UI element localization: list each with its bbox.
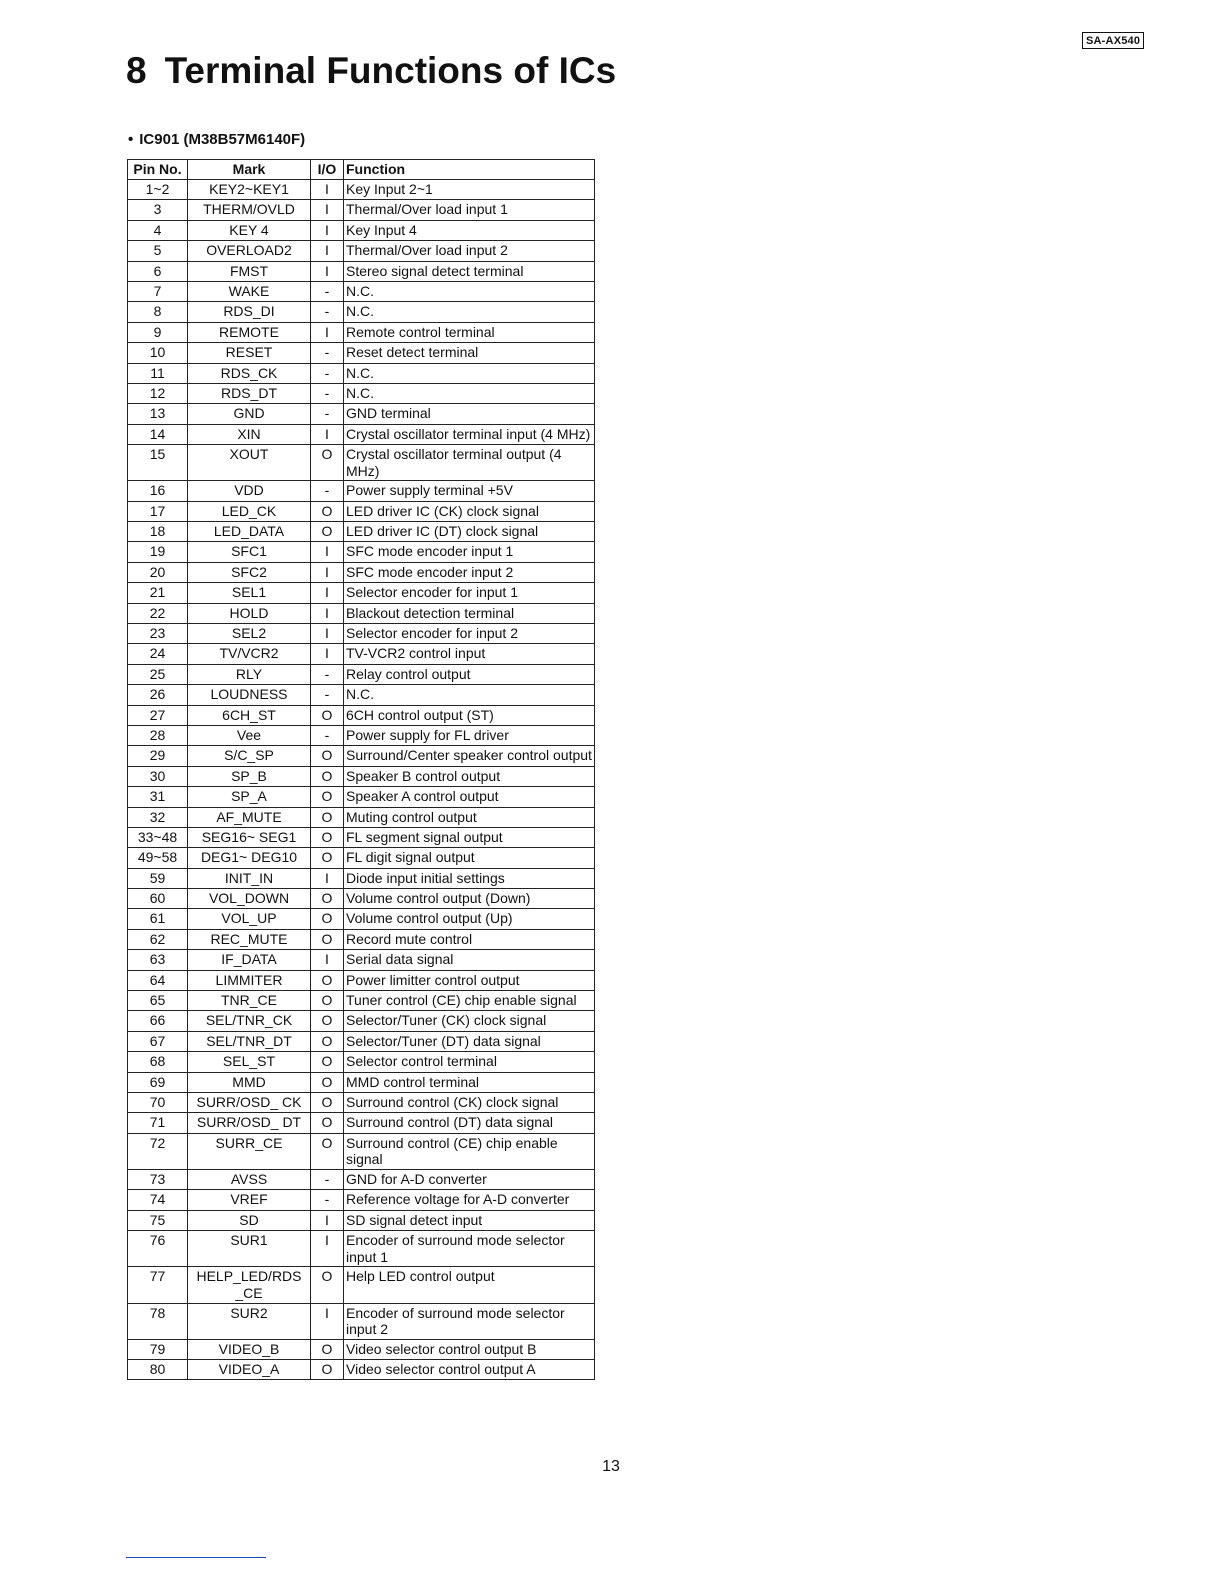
table-row — [128, 562, 595, 582]
mark-cell: SEL2 — [188, 624, 311, 644]
function-cell: Speaker A control output — [344, 787, 595, 807]
mark-cell: HOLD — [188, 603, 311, 623]
function-cell: Selector/Tuner (CK) clock signal — [344, 1011, 595, 1031]
io-cell: O — [311, 1267, 344, 1303]
io-cell: O — [311, 501, 344, 521]
pin-cell: 8 — [128, 302, 188, 322]
table-row — [128, 766, 595, 786]
io-cell: I — [311, 424, 344, 444]
io-cell: I — [311, 261, 344, 281]
function-cell: Selector encoder for input 2 — [344, 624, 595, 644]
pin-cell: 74 — [128, 1190, 188, 1210]
mark-cell: Vee — [188, 725, 311, 745]
function-cell: SFC mode encoder input 1 — [344, 542, 595, 562]
io-cell: I — [311, 1210, 344, 1230]
mark-cell: SP_A — [188, 787, 311, 807]
io-cell: - — [311, 1169, 344, 1189]
pin-cell: 21 — [128, 583, 188, 603]
io-cell: - — [311, 343, 344, 363]
function-cell: GND for A-D converter — [344, 1169, 595, 1189]
function-cell: Surround control (DT) data signal — [344, 1113, 595, 1133]
mark-cell: VOL_UP — [188, 909, 311, 929]
pin-cell: 69 — [128, 1072, 188, 1092]
mark-cell: SP_B — [188, 766, 311, 786]
pin-cell: 31 — [128, 787, 188, 807]
function-cell: N.C. — [344, 363, 595, 383]
io-cell: - — [311, 1190, 344, 1210]
table-row — [128, 1339, 595, 1359]
io-cell: O — [311, 746, 344, 766]
function-cell: 6CH control output (ST) — [344, 705, 595, 725]
function-cell: Thermal/Over load input 2 — [344, 241, 595, 261]
pin-cell: 27 — [128, 705, 188, 725]
mark-cell: HELP_LED/RDS _CE — [188, 1267, 311, 1303]
io-cell: O — [311, 445, 344, 481]
pin-cell: 66 — [128, 1011, 188, 1031]
io-cell: O — [311, 1011, 344, 1031]
pin-cell: 68 — [128, 1052, 188, 1072]
pin-cell: 16 — [128, 481, 188, 501]
pin-cell: 17 — [128, 501, 188, 521]
io-cell: I — [311, 322, 344, 342]
mark-cell: SURR/OSD_ DT — [188, 1113, 311, 1133]
function-cell: Power supply terminal +5V — [344, 481, 595, 501]
function-cell: Speaker B control output — [344, 766, 595, 786]
footer-divider — [126, 1557, 266, 1558]
table-row — [128, 1113, 595, 1133]
function-cell: Thermal/Over load input 1 — [344, 200, 595, 220]
io-cell: O — [311, 1072, 344, 1092]
section-number: 8 — [126, 50, 147, 91]
mark-cell: TNR_CE — [188, 991, 311, 1011]
table-row — [128, 302, 595, 322]
io-cell: O — [311, 1092, 344, 1112]
function-cell: Blackout detection terminal — [344, 603, 595, 623]
pin-cell: 32 — [128, 807, 188, 827]
table-row — [128, 424, 595, 444]
table-row — [128, 705, 595, 725]
function-cell: Surround control (CE) chip enable signal — [344, 1133, 595, 1169]
table-row — [128, 180, 595, 200]
function-cell: Video selector control output B — [344, 1339, 595, 1359]
mark-cell: KEY 4 — [188, 220, 311, 240]
io-cell: O — [311, 1113, 344, 1133]
mark-cell: SFC2 — [188, 562, 311, 582]
io-cell: O — [311, 1031, 344, 1051]
io-cell: I — [311, 220, 344, 240]
pin-cell: 59 — [128, 868, 188, 888]
mark-cell: XIN — [188, 424, 311, 444]
table-row — [128, 950, 595, 970]
table-row — [128, 725, 595, 745]
mark-cell: SUR1 — [188, 1231, 311, 1267]
pin-cell: 61 — [128, 909, 188, 929]
pin-cell: 1~2 — [128, 180, 188, 200]
table-row — [128, 970, 595, 990]
pin-cell: 78 — [128, 1303, 188, 1339]
mark-cell: SEL1 — [188, 583, 311, 603]
io-cell: - — [311, 302, 344, 322]
function-cell: Surround/Center speaker control output — [344, 746, 595, 766]
pin-cell: 3 — [128, 200, 188, 220]
table-row — [128, 1267, 595, 1303]
header-mark: Mark — [188, 160, 311, 180]
pin-cell: 24 — [128, 644, 188, 664]
mark-cell: REC_MUTE — [188, 929, 311, 949]
pin-cell: 22 — [128, 603, 188, 623]
mark-cell: SURR_CE — [188, 1133, 311, 1169]
table-row — [128, 787, 595, 807]
table-row — [128, 1210, 595, 1230]
table-row — [128, 481, 595, 501]
pin-cell: 19 — [128, 542, 188, 562]
function-cell: N.C. — [344, 281, 595, 301]
io-cell: O — [311, 991, 344, 1011]
io-cell: - — [311, 363, 344, 383]
io-cell: O — [311, 909, 344, 929]
mark-cell: GND — [188, 404, 311, 424]
pin-cell: 33~48 — [128, 827, 188, 847]
function-cell: FL segment signal output — [344, 827, 595, 847]
pin-cell: 12 — [128, 383, 188, 403]
io-cell: I — [311, 868, 344, 888]
pin-cell: 63 — [128, 950, 188, 970]
mark-cell: 6CH_ST — [188, 705, 311, 725]
pin-cell: 13 — [128, 404, 188, 424]
function-cell: Selector control terminal — [344, 1052, 595, 1072]
terminal-functions-table — [127, 159, 595, 1380]
table-row — [128, 1169, 595, 1189]
table-row — [128, 685, 595, 705]
io-cell: O — [311, 807, 344, 827]
mark-cell: SURR/OSD_ CK — [188, 1092, 311, 1112]
pin-cell: 23 — [128, 624, 188, 644]
mark-cell: AF_MUTE — [188, 807, 311, 827]
function-cell: Encoder of surround mode selector input 2 — [344, 1303, 595, 1339]
pin-cell: 65 — [128, 991, 188, 1011]
table-row — [128, 1231, 595, 1267]
pin-cell: 62 — [128, 929, 188, 949]
io-cell: I — [311, 644, 344, 664]
io-cell: O — [311, 1360, 344, 1380]
pin-cell: 4 — [128, 220, 188, 240]
table-row — [128, 624, 595, 644]
function-cell: Remote control terminal — [344, 322, 595, 342]
io-cell: - — [311, 685, 344, 705]
header-pin-no: Pin No. — [128, 160, 188, 180]
table-header-row — [128, 160, 595, 180]
function-cell: Selector encoder for input 1 — [344, 583, 595, 603]
table-row — [128, 909, 595, 929]
table-row — [128, 603, 595, 623]
function-cell: Video selector control output A — [344, 1360, 595, 1380]
pin-cell: 75 — [128, 1210, 188, 1230]
table-row — [128, 200, 595, 220]
function-cell: Serial data signal — [344, 950, 595, 970]
table-row — [128, 1072, 595, 1092]
io-cell: I — [311, 1303, 344, 1339]
function-cell: Power limitter control output — [344, 970, 595, 990]
pin-cell: 73 — [128, 1169, 188, 1189]
table-row — [128, 889, 595, 909]
table-row — [128, 1031, 595, 1051]
function-cell: Surround control (CK) clock signal — [344, 1092, 595, 1112]
mark-cell: AVSS — [188, 1169, 311, 1189]
function-cell: N.C. — [344, 383, 595, 403]
mark-cell: SEL_ST — [188, 1052, 311, 1072]
function-cell: Crystal oscillator terminal output (4 MHz) — [344, 445, 595, 481]
table-row — [128, 1011, 595, 1031]
pin-cell: 70 — [128, 1092, 188, 1112]
pin-cell: 79 — [128, 1339, 188, 1359]
mark-cell: LED_DATA — [188, 522, 311, 542]
table-row — [128, 868, 595, 888]
mark-cell: SFC1 — [188, 542, 311, 562]
io-cell: - — [311, 281, 344, 301]
io-cell: I — [311, 200, 344, 220]
function-cell: Key Input 4 — [344, 220, 595, 240]
table-row — [128, 929, 595, 949]
table-row — [128, 583, 595, 603]
mark-cell: VIDEO_A — [188, 1360, 311, 1380]
io-cell: - — [311, 481, 344, 501]
function-cell: Volume control output (Up) — [344, 909, 595, 929]
pin-cell: 71 — [128, 1113, 188, 1133]
table-row — [128, 1190, 595, 1210]
function-cell: LED driver IC (DT) clock signal — [344, 522, 595, 542]
function-cell: Volume control output (Down) — [344, 889, 595, 909]
pin-cell: 9 — [128, 322, 188, 342]
function-cell: Stereo signal detect terminal — [344, 261, 595, 281]
function-cell: LED driver IC (CK) clock signal — [344, 501, 595, 521]
table-row — [128, 322, 595, 342]
io-cell: I — [311, 542, 344, 562]
function-cell: Encoder of surround mode selector input 1 — [344, 1231, 595, 1267]
table-row — [128, 522, 595, 542]
function-cell: Reference voltage for A-D converter — [344, 1190, 595, 1210]
mark-cell: RESET — [188, 343, 311, 363]
function-cell: MMD control terminal — [344, 1072, 595, 1092]
io-cell: I — [311, 950, 344, 970]
io-cell: I — [311, 1231, 344, 1267]
table-row — [128, 664, 595, 684]
function-cell: Help LED control output — [344, 1267, 595, 1303]
pin-cell: 14 — [128, 424, 188, 444]
function-cell: Diode input initial settings — [344, 868, 595, 888]
ic-heading — [128, 130, 305, 150]
table-row — [128, 1052, 595, 1072]
page-title — [126, 48, 616, 94]
table-row — [128, 501, 595, 521]
table-row — [128, 363, 595, 383]
table-row — [128, 383, 595, 403]
table-row — [128, 1133, 595, 1169]
ic-heading-text: IC901 (M38B57M6140F) — [139, 131, 306, 148]
table-row — [128, 542, 595, 562]
mark-cell: RLY — [188, 664, 311, 684]
table-row — [128, 848, 595, 868]
io-cell: I — [311, 241, 344, 261]
pin-cell: 25 — [128, 664, 188, 684]
io-cell: I — [311, 180, 344, 200]
io-cell: O — [311, 889, 344, 909]
function-cell: SFC mode encoder input 2 — [344, 562, 595, 582]
pin-cell: 60 — [128, 889, 188, 909]
io-cell: - — [311, 383, 344, 403]
function-cell: Tuner control (CE) chip enable signal — [344, 991, 595, 1011]
pin-cell: 18 — [128, 522, 188, 542]
function-cell: Key Input 2~1 — [344, 180, 595, 200]
mark-cell: WAKE — [188, 281, 311, 301]
io-cell: O — [311, 970, 344, 990]
mark-cell: VOL_DOWN — [188, 889, 311, 909]
mark-cell: DEG1~ DEG10 — [188, 848, 311, 868]
mark-cell: INIT_IN — [188, 868, 311, 888]
table-row — [128, 445, 595, 481]
pin-cell: 15 — [128, 445, 188, 481]
io-cell: O — [311, 705, 344, 725]
header-function: Function — [344, 160, 595, 180]
pin-cell: 20 — [128, 562, 188, 582]
pin-cell: 26 — [128, 685, 188, 705]
table-row — [128, 281, 595, 301]
table-row — [128, 261, 595, 281]
mark-cell: REMOTE — [188, 322, 311, 342]
mark-cell: S/C_SP — [188, 746, 311, 766]
function-cell: FL digit signal output — [344, 848, 595, 868]
mark-cell: SUR2 — [188, 1303, 311, 1339]
mark-cell: TV/VCR2 — [188, 644, 311, 664]
section-title-text: Terminal Functions of ICs — [164, 50, 617, 91]
mark-cell: LOUDNESS — [188, 685, 311, 705]
table-row — [128, 1092, 595, 1112]
function-cell: Record mute control — [344, 929, 595, 949]
mark-cell: XOUT — [188, 445, 311, 481]
mark-cell: VREF — [188, 1190, 311, 1210]
mark-cell: SEL/TNR_DT — [188, 1031, 311, 1051]
mark-cell: LED_CK — [188, 501, 311, 521]
function-cell: Muting control output — [344, 807, 595, 827]
io-cell: O — [311, 1052, 344, 1072]
function-cell: N.C. — [344, 302, 595, 322]
function-cell: Power supply for FL driver — [344, 725, 595, 745]
mark-cell: OVERLOAD2 — [188, 241, 311, 261]
pin-cell: 64 — [128, 970, 188, 990]
pin-cell: 80 — [128, 1360, 188, 1380]
pin-cell: 30 — [128, 766, 188, 786]
table-row — [128, 220, 595, 240]
mark-cell: VIDEO_B — [188, 1339, 311, 1359]
table-row — [128, 807, 595, 827]
pin-cell: 72 — [128, 1133, 188, 1169]
mark-cell: LIMMITER — [188, 970, 311, 990]
table-row — [128, 343, 595, 363]
pin-cell: 29 — [128, 746, 188, 766]
pin-cell: 77 — [128, 1267, 188, 1303]
mark-cell: IF_DATA — [188, 950, 311, 970]
pin-cell: 5 — [128, 241, 188, 261]
pin-cell: 11 — [128, 363, 188, 383]
table-row — [128, 404, 595, 424]
table-row — [128, 746, 595, 766]
pin-cell: 7 — [128, 281, 188, 301]
io-cell: - — [311, 404, 344, 424]
table-row — [128, 241, 595, 261]
function-cell: Selector/Tuner (DT) data signal — [344, 1031, 595, 1051]
bullet-icon: • — [128, 131, 134, 148]
io-cell: I — [311, 583, 344, 603]
model-badge: SA-AX540 — [1082, 32, 1144, 49]
pin-cell: 76 — [128, 1231, 188, 1267]
table-body — [128, 180, 595, 1380]
mark-cell: SD — [188, 1210, 311, 1230]
table-row — [128, 1303, 595, 1339]
function-cell: Crystal oscillator terminal input (4 MHz) — [344, 424, 595, 444]
mark-cell: THERM/OVLD — [188, 200, 311, 220]
mark-cell: FMST — [188, 261, 311, 281]
pin-cell: 10 — [128, 343, 188, 363]
table-row — [128, 644, 595, 664]
function-cell: TV-VCR2 control input — [344, 644, 595, 664]
io-cell: O — [311, 1339, 344, 1359]
function-cell: SD signal detect input — [344, 1210, 595, 1230]
pin-cell: 6 — [128, 261, 188, 281]
io-cell: I — [311, 603, 344, 623]
table-row — [128, 827, 595, 847]
io-cell: O — [311, 1133, 344, 1169]
io-cell: - — [311, 725, 344, 745]
mark-cell: SEL/TNR_CK — [188, 1011, 311, 1031]
mark-cell: RDS_DT — [188, 383, 311, 403]
io-cell: I — [311, 562, 344, 582]
function-cell: N.C. — [344, 685, 595, 705]
pin-cell: 49~58 — [128, 848, 188, 868]
function-cell: GND terminal — [344, 404, 595, 424]
mark-cell: VDD — [188, 481, 311, 501]
pin-cell: 28 — [128, 725, 188, 745]
io-cell: O — [311, 787, 344, 807]
io-cell: - — [311, 664, 344, 684]
mark-cell: MMD — [188, 1072, 311, 1092]
mark-cell: RDS_DI — [188, 302, 311, 322]
function-cell: Relay control output — [344, 664, 595, 684]
io-cell: I — [311, 624, 344, 644]
header-io: I/O — [311, 160, 344, 180]
mark-cell: KEY2~KEY1 — [188, 180, 311, 200]
mark-cell: SEG16~ SEG1 — [188, 827, 311, 847]
io-cell: O — [311, 827, 344, 847]
function-cell: Reset detect terminal — [344, 343, 595, 363]
pin-cell: 67 — [128, 1031, 188, 1051]
table-row — [128, 1360, 595, 1380]
page-number: 13 — [602, 1458, 620, 1475]
mark-cell: RDS_CK — [188, 363, 311, 383]
io-cell: O — [311, 929, 344, 949]
io-cell: O — [311, 766, 344, 786]
io-cell: O — [311, 848, 344, 868]
table-row — [128, 991, 595, 1011]
io-cell: O — [311, 522, 344, 542]
